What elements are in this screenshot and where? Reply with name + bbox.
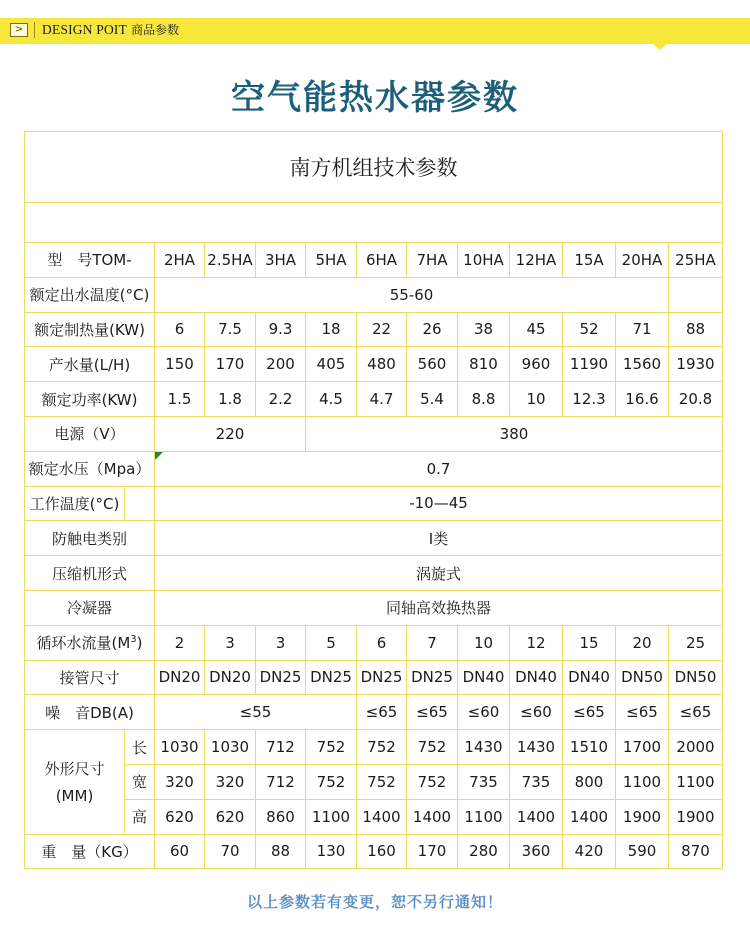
sub-label-height: 高 [125,799,155,834]
height-cell: 620 [155,799,205,834]
header-underline [0,42,750,44]
water-output-cell: 200 [256,347,306,382]
heating-cell: 52 [563,312,616,347]
height-cell: 1100 [306,799,357,834]
power-cell: 8.8 [458,382,510,417]
table-row-length [25,730,723,765]
circ-flow-cell: 25 [669,625,723,660]
heating-cell: 9.3 [256,312,306,347]
heating-cell: 18 [306,312,357,347]
empty-cell [669,277,723,312]
row-label-compressor: 压缩机形式 [25,556,155,591]
row-label-dimensions [25,730,125,834]
noise-cell: ≤65 [357,695,407,730]
power-cell: 4.7 [357,382,407,417]
table-row-weight [25,834,723,869]
height-cell: 1900 [669,799,723,834]
circ-flow-cell: 20 [616,625,669,660]
length-cell: 752 [306,730,357,765]
circ-flow-sup: 3 [130,634,137,646]
power-cell: 4.5 [306,382,357,417]
pipe-cell: DN20 [205,660,256,695]
noise-first: ≤55 [155,695,357,730]
water-output-cell: 1560 [616,347,669,382]
weight-cell: 60 [155,834,205,869]
power-cell: 1.8 [205,382,256,417]
circ-flow-cell: 3 [205,625,256,660]
width-cell: 800 [563,764,616,799]
pipe-cell: DN25 [357,660,407,695]
width-cell: 1100 [669,764,723,799]
width-cell: 735 [510,764,563,799]
table-caption: 南方机组技术参数 [25,132,723,203]
water-pressure-value: 0.7 [155,451,723,486]
pipe-cell: DN25 [256,660,306,695]
circ-flow-cell: 6 [357,625,407,660]
water-output-cell: 560 [407,347,458,382]
header-notch [652,43,668,50]
table-row-water-output [25,347,723,382]
outlet-temp-value: 55-60 [155,277,669,312]
heating-cell: 88 [669,312,723,347]
table-row-working-temp [25,486,723,521]
water-output-cell: 150 [155,347,205,382]
table-row-width [25,764,723,799]
row-label-heating: 额定制热量(KW) [25,312,155,347]
length-cell: 1430 [458,730,510,765]
power-cell: 12.3 [563,382,616,417]
weight-cell: 130 [306,834,357,869]
model-cell: 20HA [616,243,669,278]
compressor-value: 涡旋式 [155,556,723,591]
circ-flow-cell: 10 [458,625,510,660]
length-cell: 1030 [205,730,256,765]
row-label-working-temp: 工作温度(°C) [25,486,125,521]
pipe-cell: DN40 [510,660,563,695]
spec-table [24,131,723,869]
length-cell: 752 [357,730,407,765]
model-cell: 10HA [458,243,510,278]
header-title [42,20,179,40]
header-divider [34,22,35,38]
heating-cell: 71 [616,312,669,347]
pipe-cell: DN25 [306,660,357,695]
noise-cell: ≤65 [616,695,669,730]
table-row-shock-class [25,521,723,556]
water-output-cell: 480 [357,347,407,382]
heating-cell: 38 [458,312,510,347]
table-row-pipe-size [25,660,723,695]
condenser-value: 同轴高效换热器 [155,590,723,625]
power-cell: 10 [510,382,563,417]
water-output-cell: 1190 [563,347,616,382]
power-cell: 20.8 [669,382,723,417]
weight-cell: 88 [256,834,306,869]
row-label-outlet-temp: 额定出水温度(°C) [25,277,155,312]
weight-cell: 170 [407,834,458,869]
sub-label-length: 长 [125,730,155,765]
page-title: 空气能热水器参数 [231,78,519,118]
width-cell: 735 [458,764,510,799]
row-label-power-supply: 电源（V） [25,416,155,451]
height-cell: 1400 [563,799,616,834]
model-cell: 5HA [306,243,357,278]
row-label-model: 型 号TOM- [25,243,155,278]
water-output-cell: 170 [205,347,256,382]
row-label-shock-class: 防触电类别 [25,521,155,556]
water-output-cell: 1930 [669,347,723,382]
pipe-cell: DN50 [616,660,669,695]
model-cell: 3HA [256,243,306,278]
noise-cell: ≤60 [458,695,510,730]
power-cell: 1.5 [155,382,205,417]
power-cell: 16.6 [616,382,669,417]
height-cell: 1400 [407,799,458,834]
length-cell: 1430 [510,730,563,765]
power-cell: 2.2 [256,382,306,417]
circ-flow-cell: 7 [407,625,458,660]
circ-flow-cell: 15 [563,625,616,660]
height-cell: 1900 [616,799,669,834]
row-label-water-pressure: 额定水压（Mpa） [25,451,155,486]
width-cell: 1100 [616,764,669,799]
water-output-cell: 405 [306,347,357,382]
model-cell: 2HA [155,243,205,278]
weight-cell: 280 [458,834,510,869]
chevron-right-icon[interactable]: > [10,23,28,37]
height-cell: 1400 [357,799,407,834]
model-cell: 25HA [669,243,723,278]
width-cell: 320 [205,764,256,799]
table-row-noise [25,695,723,730]
width-cell: 752 [407,764,458,799]
width-cell: 752 [357,764,407,799]
heating-cell: 6 [155,312,205,347]
circ-flow-label: 循环水流量(M [36,634,131,653]
pipe-cell: DN50 [669,660,723,695]
length-cell: 712 [256,730,306,765]
circ-flow-label-end: ) [136,634,143,653]
height-cell: 1400 [510,799,563,834]
header-title-en: DESIGN POIT [42,22,128,37]
circ-flow-cell: 3 [256,625,306,660]
weight-cell: 360 [510,834,563,869]
length-cell: 1030 [155,730,205,765]
weight-cell: 160 [357,834,407,869]
blank-row [25,203,723,243]
table-row-water-pressure [25,451,723,486]
height-cell: 860 [256,799,306,834]
model-cell: 2.5HA [205,243,256,278]
circ-flow-cell: 12 [510,625,563,660]
height-cell: 1100 [458,799,510,834]
table-row-power-supply [25,416,723,451]
noise-cell: ≤65 [563,695,616,730]
noise-cell: ≤65 [669,695,723,730]
height-cell: 620 [205,799,256,834]
sub-label-width: 宽 [125,764,155,799]
power-supply-220: 220 [155,416,306,451]
table-row-circ-flow [25,625,723,660]
model-cell: 15A [563,243,616,278]
table-row-outlet-temp [25,277,723,312]
width-cell: 752 [306,764,357,799]
table-row-model [25,243,723,278]
row-label-condenser: 冷凝器 [25,590,155,625]
length-cell: 2000 [669,730,723,765]
weight-cell: 590 [616,834,669,869]
power-cell: 5.4 [407,382,458,417]
length-cell: 1700 [616,730,669,765]
dimensions-label: 外形尺寸 [44,760,105,779]
row-label-circ-flow [25,625,155,660]
empty-cell [125,486,155,521]
footer-note: 以上参数若有变更，恕不另行通知！ [246,893,503,911]
weight-cell: 420 [563,834,616,869]
weight-cell: 70 [205,834,256,869]
heating-cell: 7.5 [205,312,256,347]
table-row-height [25,799,723,834]
row-label-weight: 重 量（KG） [25,834,155,869]
water-output-cell: 960 [510,347,563,382]
shock-class-value: I类 [155,521,723,556]
circ-flow-cell: 5 [306,625,357,660]
working-temp-value: -10—45 [155,486,723,521]
heating-cell: 45 [510,312,563,347]
pipe-cell: DN20 [155,660,205,695]
row-label-water-output: 产水量(L/H) [25,347,155,382]
width-cell: 712 [256,764,306,799]
length-cell: 1510 [563,730,616,765]
length-cell: 752 [407,730,458,765]
table-row-compressor [25,556,723,591]
heating-cell: 22 [357,312,407,347]
model-cell: 6HA [357,243,407,278]
model-cell: 12HA [510,243,563,278]
model-cell: 7HA [407,243,458,278]
row-label-pipe-size: 接管尺寸 [25,660,155,695]
table-row-rated-power [25,382,723,417]
pipe-cell: DN25 [407,660,458,695]
weight-cell: 870 [669,834,723,869]
row-label-rated-power: 额定功率(KW) [25,382,155,417]
table-row-heating [25,312,723,347]
heating-cell: 26 [407,312,458,347]
row-label-noise: 噪 音DB(A) [25,695,155,730]
table-row-condenser [25,590,723,625]
circ-flow-cell: 2 [155,625,205,660]
pipe-cell: DN40 [458,660,510,695]
pipe-cell: DN40 [563,660,616,695]
water-output-cell: 810 [458,347,510,382]
dimensions-unit: (MM) [55,787,94,806]
power-supply-380: 380 [306,416,723,451]
noise-cell: ≤65 [407,695,458,730]
header-title-cn: 商品参数 [131,23,180,37]
width-cell: 320 [155,764,205,799]
noise-cell: ≤60 [510,695,563,730]
